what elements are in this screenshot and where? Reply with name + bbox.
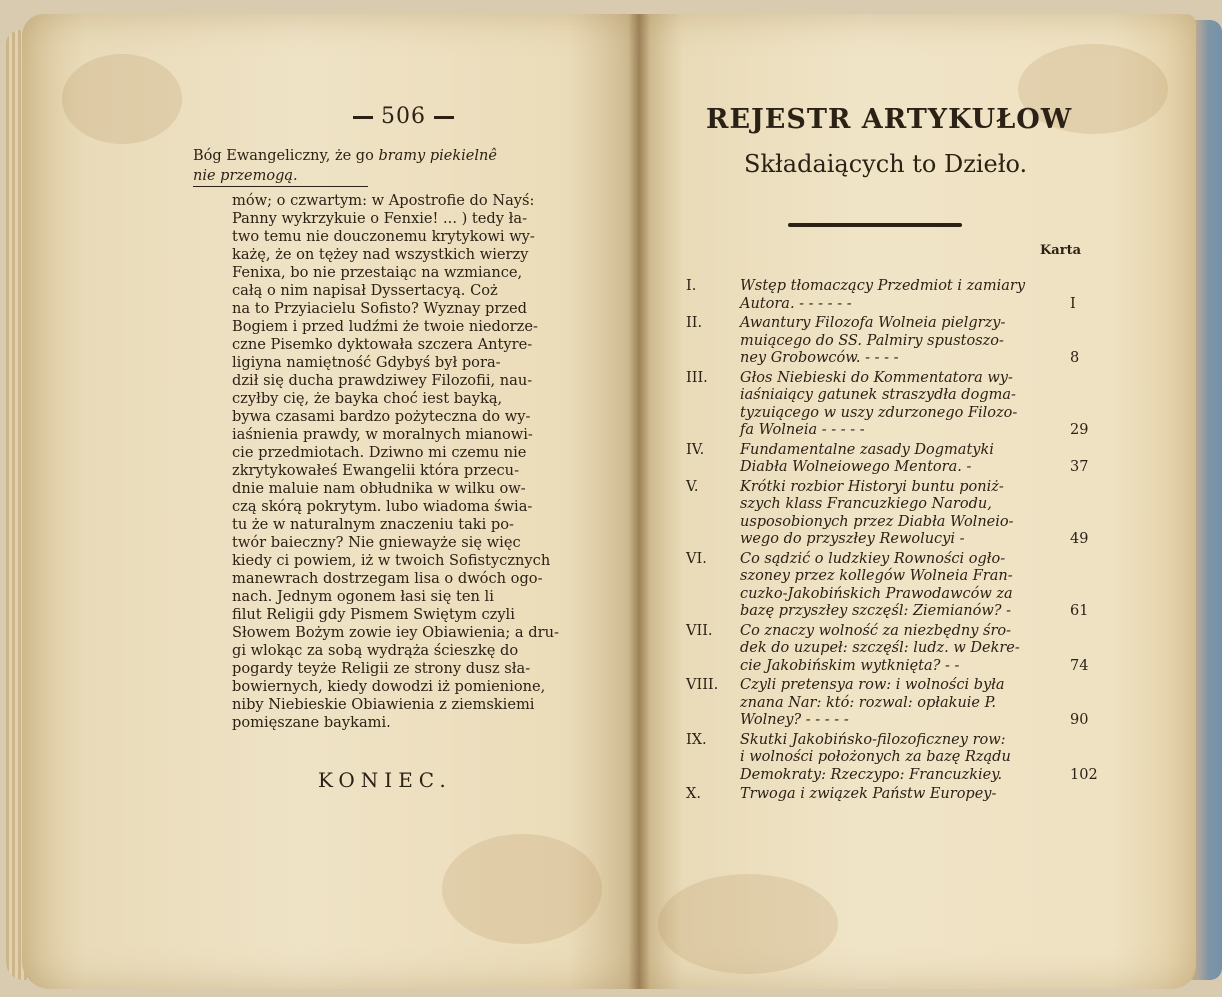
toc-entry-page: 102 (1070, 766, 1098, 783)
body-text-line: Bogiem i przed ludźmi że twoie niedorze- (232, 318, 538, 335)
footnote-rule (193, 186, 368, 187)
body-text-line: mów; o czwartym: w Apostrofie do Nayś: (232, 192, 535, 209)
page-number: 506 (345, 104, 462, 129)
toc-entry (684, 731, 1098, 785)
toc-entry-title-line: Fundamentalne zasady Dogmatyki (740, 441, 994, 458)
body-text-line: gi wlokąc za sobą wydrąża ścieszkę do (232, 642, 519, 659)
body-text-line: manewrach dostrzegam lisa o dwóch ogo- (232, 570, 543, 587)
toc-entry-number: II. (686, 315, 703, 331)
toc-entry-title-line: usposobionych przez Diabła Wolneio- (740, 513, 1014, 530)
toc-entry-page: 74 (1070, 657, 1089, 674)
toc-entry-number: IV. (686, 441, 705, 458)
end-mark: KONIEC. (318, 768, 452, 792)
paper-stain (62, 54, 182, 144)
body-text-line: pomięszane baykami. (232, 714, 391, 731)
body-text-line: dnie maluie nam obłudnika w wilku ow- (232, 480, 526, 497)
toc-entry-number: I. (686, 278, 697, 294)
page-column-label: Karta (1040, 243, 1081, 258)
toc-entry (684, 442, 1094, 477)
body-text-line: czyłby cię, że bayka choć iest bayką, (232, 390, 503, 407)
toc-entry-page: 37 (1070, 459, 1089, 475)
toc-entry-title-line: Krótki rozbior Historyi buntu poniż- (740, 478, 1004, 495)
body-text-line: na to Przyiacielu Sofisto? Wyznay przed (232, 300, 528, 317)
toc-entry (684, 623, 1094, 676)
toc-entry-title-line: Skutki Jakobińsko-filozoficzney row: (740, 731, 1006, 748)
paper-stain (442, 834, 602, 944)
body-text-line: Panny wykrzykuie o Fenxie! ... ) tedy ła- (232, 210, 528, 227)
toc-entry-title-line: Awantury Filozofa Wolneia pielgrzy- (740, 315, 1006, 331)
body-text-line: zkrytykowałeś Ewangelii która przecu- (232, 462, 520, 479)
toc-entry-title-line: szoney przez kollegów Wolneia Fran- (740, 568, 1013, 584)
toc-entry-title-line: Wolney? - - - - - (740, 712, 849, 728)
body-text-line: nach. Jednym ogonem łasi się ten li (232, 588, 494, 605)
body-text-line: ligiyna namiętność Gdybyś był pora- (232, 354, 501, 371)
body-text-line: bywa czasami bardzo pożyteczna do wy- (232, 408, 531, 425)
table-of-contents (684, 278, 1098, 806)
toc-entry-page: 90 (1070, 712, 1089, 728)
toc-entry-title-line: tyzuiącego w uszy zdurzonego Filozo- (740, 404, 1018, 421)
body-text-line: cie przedmiotach. Dziwno mi czemu nie (232, 444, 527, 461)
toc-entry-title-line: muiącego do SS. Palmiry spustoszo- (740, 332, 1004, 349)
paper-stain (658, 874, 838, 974)
toc-entry-number: VIII. (686, 677, 719, 693)
toc-entry-number: IX. (686, 731, 707, 748)
body-text-line: niby Niebieskie Obiawienia z ziemskiemi (232, 696, 535, 713)
toc-entry-title-line: Autora. - - - - - - (740, 295, 852, 312)
toc-entry (684, 315, 1094, 368)
body-text-line: Fenixa, bo nie przestaiąc na wzmiance, (232, 264, 523, 281)
toc-entry-title-line: Co znaczy wolność za niezbędny śro- (740, 622, 1012, 639)
toc-entry-title-line: fa Wolneia - - - - - (740, 422, 865, 438)
toc-entry-title-line: Czyli pretensya row: i wolności była (740, 677, 1005, 693)
book-gutter (628, 14, 650, 989)
toc-entry-number: V. (686, 478, 699, 495)
body-text-line: tu że w naturalnym znaczeniu taki po- (232, 516, 514, 533)
toc-entry-title-line: dek do uzupeł: szczęśl: ludz. w Dekre- (740, 640, 1020, 656)
toc-entry-title-line: Głos Niebieski do Kommentatora wy- (740, 369, 1013, 386)
toc-entry (684, 786, 1094, 804)
footnote-continuation (193, 146, 497, 186)
toc-entry-title-line: Co sądzić o ludzkiey Rowności ogło- (740, 550, 1006, 567)
toc-entry-number: VII. (686, 622, 713, 639)
footnote-line: nie przemogą. (193, 168, 298, 184)
body-text-line: bowiernych, kiedy dowodzi iż pomienione, (232, 678, 546, 695)
title-rule (788, 223, 962, 227)
toc-entry (684, 370, 1094, 440)
body-text-line: Słowem Bożym zowie iey Obiawienia; a dru- (232, 624, 559, 641)
body-text-line: pogardy teyże Religii ze strony dusz sła- (232, 660, 531, 677)
toc-entry-number: VI. (686, 550, 707, 567)
body-text-line: dził się ducha prawdziwey Filozofii, nau- (232, 372, 533, 389)
toc-entry-title-line: cie Jakobińskim wytknięta? - - (740, 657, 960, 674)
toc-entry-title-line: Demokraty: Rzeczypo: Francuzkiey. (740, 766, 1003, 783)
body-text-line: każę, że on tężey nad wszystkich wierzy (232, 246, 529, 263)
toc-entry-page: 49 (1070, 531, 1089, 547)
toc-entry-title-line: i wolności położonych za bazę Rządu (740, 749, 1011, 765)
toc-entry-title-line: wego do przyszłey Rewolucyi - (740, 531, 965, 547)
body-text-line: filut Religii gdy Pismem Swiętym czyli (232, 606, 515, 623)
body-text (232, 192, 592, 732)
dash-ornament (353, 116, 373, 119)
register-title: REJESTR ARTYKUŁOW (706, 104, 1073, 135)
toc-entry-title-line: Trwoga i związek Państw Europey- (740, 786, 997, 802)
toc-entry-page: 8 (1070, 350, 1080, 366)
toc-entry-number: X. (686, 786, 701, 802)
toc-entry-title-line: iaśniaiący gatunek straszydła dogma- (740, 387, 1016, 403)
toc-entry-title-line: bazę przyszłey szczęśl: Ziemianów? - (740, 603, 1012, 619)
body-text-line: czne Pisemko dyktowała szczera Antyre- (232, 336, 533, 353)
body-text-line: iaśnienia prawdy, w moralnych mianowi- (232, 426, 533, 443)
body-text-line: twór baieczny? Nie gniewayże się więc (232, 534, 521, 551)
toc-entry (684, 479, 1094, 549)
footnote-line: Bóg Ewangeliczny, że go bramy piekielnê (193, 148, 497, 164)
body-text-line: kiedy ci powiem, iż w twoich Sofistycznych (232, 552, 551, 569)
body-text-line: czą skórą pokrytym. lubo wiadoma świa- (232, 498, 533, 515)
toc-entry-title-line: Wstęp tłomaczący Przedmiot i zamiary (740, 278, 1026, 294)
toc-entry (684, 677, 1094, 730)
register-subtitle: Składaiących to Dzieło. (744, 150, 1028, 178)
toc-entry-title-line: cuzko-Jakobińskich Prawodawców za (740, 585, 1013, 602)
toc-entry-number: III. (686, 369, 708, 386)
toc-entry-page: I (1070, 295, 1076, 312)
toc-entry-title-line: znana Nar: któ: rozwal: opłakuie P. (740, 694, 997, 711)
toc-entry-title-line: ney Grobowców. - - - - (740, 350, 899, 366)
toc-entry-title-line: Diabła Wolneiowego Mentora. - (740, 459, 972, 475)
toc-entry-page: 61 (1070, 603, 1089, 619)
toc-entry (684, 278, 1094, 313)
body-text-line: całą o nim napisał Dyssertacyą. Coż (232, 282, 498, 299)
toc-entry-page: 29 (1070, 422, 1089, 438)
body-text-line: two temu nie douczonemu krytykowi wy- (232, 228, 535, 245)
toc-entry-title-line: szych klass Francuzkiego Narodu, (740, 496, 992, 512)
toc-entry (684, 551, 1094, 621)
dash-ornament (434, 116, 454, 119)
